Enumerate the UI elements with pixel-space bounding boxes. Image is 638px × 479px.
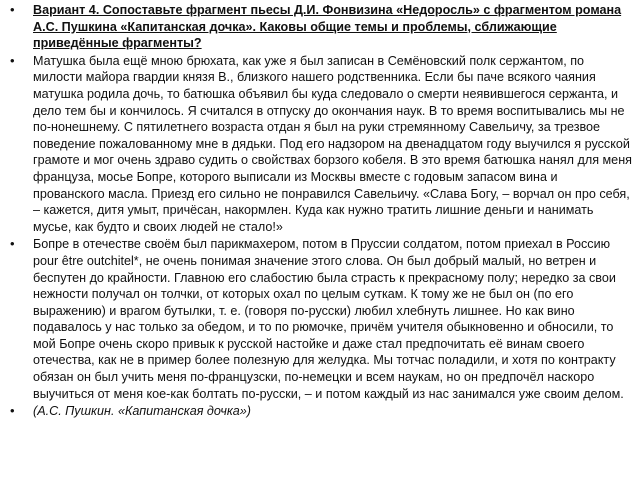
bullet-marker: • bbox=[10, 2, 15, 17]
source-citation: (А.С. Пушкин. «Капитанская дочка») bbox=[33, 404, 251, 419]
task-bullet bbox=[10, 2, 632, 52]
bullet-marker: • bbox=[10, 236, 15, 252]
excerpt-text-2: Бопре в отечестве своём был парикмахером, потом в Пруссии солдатом, потом приехал в Россию pour être outchitel*, не очень понимая значение этого слова. Он был добрый малый, но ветрен и беспутен до крайности. Главною его слабостию была страсть к прекрасному полу; нередко за свои нежности получал он толчки, от которых охал по целым суткам. К тому же не был он (по его выражению) и врагом бутылки, т. е. (говоря по-русски) любил хлебнуть лишнее. Но как вино подавалось у нас только за обедом, и то по рюмочке, причём учителя обыкновенно и обносили, то мой Бопре очень скоро привык к русской настойке и даже стал предпочитать её винам своего отечества, как не в пример более полезную для желудка. Мы тотчас поладили, и хотя по контракту обязан он был учить меня по-французски, по-немецки и всем наукам, но он предпочёл наскоро выучиться от меня кое-как болтать по-русски, – и потом каждый из нас занимался уже своим делом. bbox=[33, 237, 624, 401]
source-bullet bbox=[10, 403, 632, 420]
bullet-marker: • bbox=[10, 403, 15, 419]
excerpt-text-1: Матушка была ещё мною брюхата, как уже я был записан в Семёновский полк сержантом, по милости майора гвардии князя В., близкого нашего родственника. Если бы паче всякого чаяния матушка родила дочь, то батюшка объявил бы куда следовало о смерти неявившегося сержанта, и дело тем бы и кончилось. Я считался в отпуску до окончания наук. В то время воспитывались мы не по-нонешнему. С пятилетнего возраста отдан я был на руки стремянному Савельичу, за трезвое поведение пожалованному мне в дядьки. Под его надзором на двенадцатом году выучился я русской грамоте и мог очень здраво судить о свойствах борзого кобеля. В это время батюшка нанял для меня француза, мосье Бопре, которого выписали из Москвы вместе с годовым запасом вина и прованского масла. Приезд его сильно не понравился Савельичу. «Слава Богу, – ворчал он про себя, – кажется, дитя умыт, причёсан, накормлен. Куда как нужно тратить лишние деньги и нанимать мусье, как будто и своих людей не стало!» bbox=[33, 53, 632, 234]
task-heading: Вариант 4. Сопоставьте фрагмент пьесы Д.И. Фонвизина «Недоросль» с фрагментом романа А.С. Пушкина «Капитанская дочка». Каковы общие темы и проблемы, сближающие приведённые фрагменты? bbox=[33, 3, 622, 51]
excerpt-paragraph-2 bbox=[10, 236, 632, 402]
excerpt-paragraph-1 bbox=[10, 53, 632, 236]
bullet-marker: • bbox=[10, 52, 15, 68]
bullet-list bbox=[10, 2, 632, 421]
